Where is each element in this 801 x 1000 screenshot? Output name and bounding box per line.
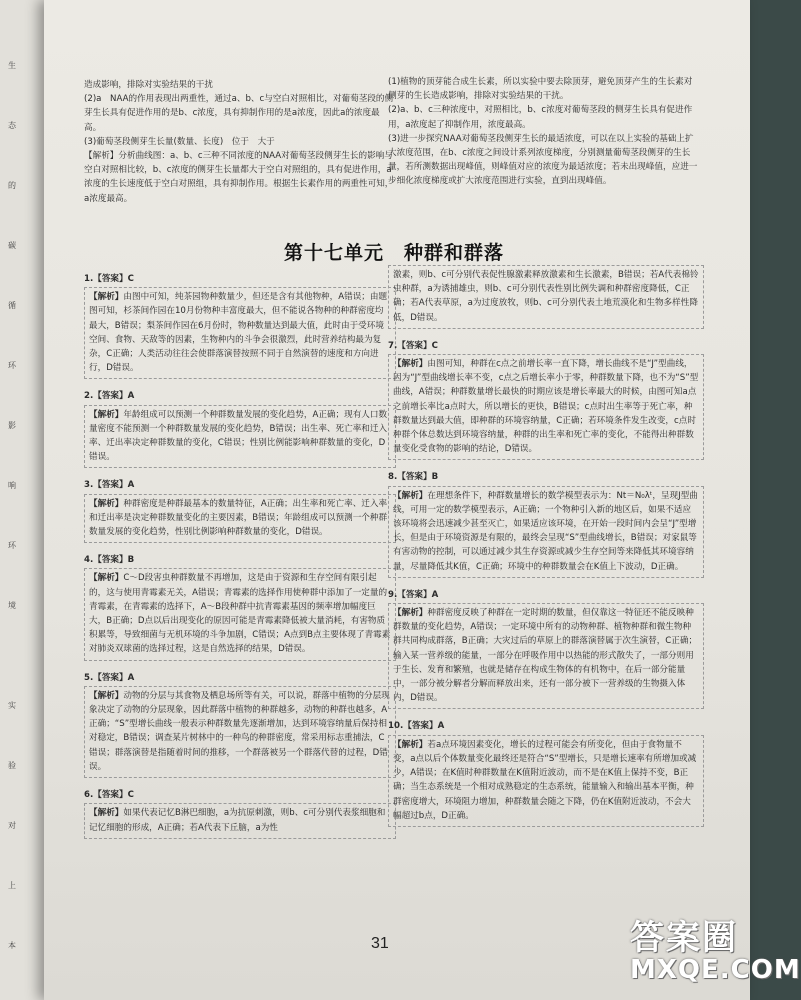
- analysis-box: [388, 735, 704, 827]
- answer-line: 6.【答案】C: [84, 790, 134, 801]
- top-left-block: [84, 78, 394, 206]
- analysis-box: [84, 803, 396, 838]
- right-column: [388, 264, 704, 837]
- analysis-box: [84, 686, 396, 778]
- question-item: [388, 719, 704, 826]
- under-glyph: 实: [8, 701, 16, 710]
- analysis-tag: 【解析】: [393, 359, 428, 370]
- analysis-text: 年龄组成可以预测一个种群数量发展的变化趋势，A正确；现有人口数量密度不能预测一个种群数量发展的变化趋势，B错误；出生率、死亡率和迁入率、迁出率决定种群数量的变化，C错误；性别比例能影响种群数量的变化，D错误。: [89, 409, 388, 463]
- watermark-text-bottom: MXQE.COM: [630, 955, 801, 985]
- analysis-text: 在理想条件下，种群数量增长的数学模型表示为：Nt＝N₀λᵗ，呈现J型曲线，可用一定的数学模型表示，A正确；一个物种引入新的地区后，如果不适应该环境将会迅速减少甚至灭亡，如果适应该环境，在开始一段时间内会呈“J”型增长，但是由于环境资源是有限的，最终会呈现“S”型曲线增长，B错误；对家鼠等有害动物的控制，可以通过减少其生存资源或减少生存空间等来降低其环境容纳量，尽量降低其K值，C正确；环境中的种群数量会在K值上下波动，D正确。: [393, 490, 698, 572]
- question-item-continued: [388, 265, 704, 329]
- unit-title: 第十七单元 种群和群落: [283, 242, 504, 264]
- answer-line: 1.【答案】C: [84, 274, 134, 284]
- under-glyph: 影: [8, 421, 16, 430]
- answer-line: 10.【答案】A: [388, 721, 445, 732]
- answer-line: 9.【答案】A: [388, 589, 439, 600]
- paragraph: 【解析】分析曲线图：a、b、c三种不同浓度的NAA对葡萄茎段侧芽生长的影响与空白对照相比较，b、c浓度的侧芽生长量都大于空白对照组的，具有促进作用，a浓度的生长速度低于空白对照组，具有抑制作用。根据生长素作用的两重性可知，a浓度最高。: [84, 151, 394, 204]
- analysis-text: 若a点环境因素变化，增长的过程可能会有所变化，但由于食物量不变，a点以后个体数量变化最终还是符合“S”型增长，只是增长速率有所增加或减少，A错误；在K值时种群数量在K值附近波动，而不是在K值上保持不变，B正确；当生态系统是一个相对成熟稳定的生态系统，能量输入和输出基本平衡，种群密度增大，环境阻力增加，种群数量会随之下降，仍在K值附近波动，不会大幅超过b点，D正确。: [393, 739, 697, 821]
- analysis-box: [84, 287, 396, 379]
- analysis-text: C～D段害虫种群数量不再增加，这是由于资源和生存空间有限引起的，这与使用青霉素无关，A错误；青霉素的选择作用使种群中添加了一定量的青霉素，在青霉素的选择下，A～B段种群中抗青霉素基因的频率增加幅度巨大，B正确；D点以后出现变化的原因可能是青霉素降低被大量消耗，有害物质积累等，导致细菌与无机环境的斗争加剧，C错误；A点到B点主要体现了青霉素对肺炎双球菌的选择过程，这是自然选择的结果，D错误。: [89, 573, 391, 655]
- answer-line: 3.【答案】A: [84, 480, 135, 491]
- left-column: [84, 272, 396, 849]
- question-item: [84, 389, 396, 468]
- analysis-text: 种群密度是种群最基本的数量特征，A正确；出生率和死亡率、迁入率和迁出率是决定种群数量变化的主要因素，B错误；年龄组成可以预测一个种群数量发展的变化趋势，性别比例影响种群数量的变化，D错误。: [89, 498, 388, 538]
- question-item: [84, 671, 396, 778]
- analysis-tag: 【解析】: [393, 739, 428, 750]
- underlying-page-strip: [0, 0, 44, 1000]
- analysis-tag: 【解析】: [89, 808, 124, 819]
- paragraph: (3)葡萄茎段侧芽生长量(数量、长度) 位于 大于: [84, 136, 275, 147]
- answer-page: [44, 0, 801, 1000]
- analysis-text: 动物的分层与其食物及栖息场所等有关，可以说，群落中植物的分层现象决定了动物的分层现象，因此群落中植物的种群越多，动物的种群也越多，A正确；“S”型增长曲线一般表示种群数量先逐渐增加，达到环境容纳量后保持相对稳定，B错误；调查某片树林中的一种鸟的种群密度，常采用标志重捕法，C错误；群落演替是指随着时间的推移，一个群落被另一个群落代替的过程，D错误。: [89, 690, 390, 772]
- analysis-tag: 【解析】: [393, 490, 428, 501]
- analysis-box: [388, 486, 704, 578]
- under-glyph: 态: [8, 121, 16, 130]
- analysis-tag: 【解析】: [89, 573, 124, 584]
- question-item: [84, 788, 396, 839]
- paragraph: (1)植物的顶芽能合成生长素，所以实验中要去除顶芽，避免顶芽产生的生长素对侧芽的生长造成影响，排除对实验结果的干扰。: [388, 77, 693, 102]
- paragraph: 造成影响，排除对实验结果的干扰: [84, 80, 213, 90]
- under-glyph: 环: [8, 361, 16, 370]
- under-glyph: 循: [8, 301, 16, 310]
- answer-line: 4.【答案】B: [84, 555, 135, 566]
- analysis-tag: 【解析】: [89, 292, 124, 303]
- question-item: [84, 478, 396, 543]
- question-item: [84, 553, 396, 660]
- analysis-box: [388, 354, 704, 460]
- under-glyph: 环: [8, 541, 16, 550]
- under-glyph: 本: [8, 941, 16, 950]
- site-watermark: [630, 910, 801, 996]
- question-item: [388, 339, 704, 461]
- page-number: 31: [371, 935, 389, 952]
- analysis-text: 种群密度反映了种群在一定时期的数量，但仅靠这一特征还不能反映种群数量的变化趋势，A错误；一定环境中所有的动物种群、植物种群和微生物种群共同构成群落，B正确；大灾过后的草原上的群落演替属于次生演替，C正确；输入某一营养级的能量，一部分在呼吸作用中以热能的形式散失了，一部分则用于生长、发育和繁殖，也就是储存在构成生物体的有机物中，在后一部分能量中，一部分被分解者分解而释放出来，还有一部分被下一营养级的生物摄入体内，D错误。: [393, 608, 698, 704]
- under-glyph: 响: [8, 481, 16, 490]
- under-glyph: 验: [8, 761, 16, 770]
- analysis-tag: 【解析】: [89, 409, 124, 420]
- answer-line: 8.【答案】B: [388, 472, 439, 483]
- question-item: [84, 272, 396, 379]
- paragraph: (2)a NAA的作用表现出两重性，通过a、b、c与空白对照相比，对葡萄茎段的侧芽生长具有促进作用的是b、c浓度，具有抑制作用的是a浓度，因此a的浓度最高。: [84, 94, 394, 133]
- answer-line: 5.【答案】A: [84, 672, 135, 683]
- analysis-tag: 【解析】: [89, 690, 124, 701]
- top-right-block: [388, 75, 700, 189]
- watermark-text-top: 答案圈: [630, 918, 738, 958]
- paragraph: (3)进一步探究NAA对葡萄茎段侧芽生长的最适浓度，可以在以上实验的基础上扩大浓度范围，在b、c浓度之间设计系列浓度梯度，分别测量葡萄茎段侧芽的生长量，若所测数据出现峰值，则峰值对应的浓度为最适浓度；若未出现峰值，应进一步细化浓度梯度或扩大浓度范围进行实验，直到出现峰值。: [388, 133, 698, 187]
- paragraph: (2)a、b、c三种浓度中，对照相比，b、c浓度对葡萄茎段的侧芽生长具有促进作用，a浓度起了抑制作用，浓度最高。: [388, 105, 693, 130]
- analysis-text: 如果代表记忆B淋巴细胞，a为抗原刺激，则b、c可分别代表浆细胞和记忆细胞的形成，A正确；若A代表下丘脑，a为性: [89, 808, 386, 833]
- under-glyph: 生: [8, 61, 16, 70]
- under-glyph: 对: [8, 821, 16, 830]
- analysis-text: 由图可知，种群在c点之前增长率一直下降，增长曲线不是“J”型曲线，因为“J”型曲线增长率不变，c点之后增长率小于零，种群数量下降，也不为“S”型曲线，A错误；种群数量增长最快的时期应该是增长率最大的时候，由图可知a点之前增长率比a点时大，所以增长的更快，B错误；c点时出生率等于死亡率，种群数量达到最大值，即种群的环境容纳量，C正确；若环境条件发生改变，c点时种群个体总数达到环境容纳量，种群的出生率和死亡率的变化，不能得出种群数量变化受食物的影响的结论，D错误。: [393, 359, 699, 455]
- analysis-box: [388, 603, 704, 709]
- under-glyph: 碳: [8, 241, 16, 250]
- analysis-tag: 【解析】: [393, 608, 428, 619]
- analysis-box: [84, 568, 396, 660]
- question-item: [388, 588, 704, 710]
- question-item: [388, 470, 704, 577]
- answer-line: 2.【答案】A: [84, 391, 135, 402]
- under-glyph: 上: [8, 881, 16, 890]
- under-glyph: 境: [8, 601, 16, 610]
- answer-line: 7.【答案】C: [388, 340, 438, 351]
- analysis-tag: 【解析】: [89, 498, 124, 509]
- analysis-box: [84, 405, 396, 469]
- analysis-text: 由图中可知，纯茶园物种数量少，但还是含有其他物种，A错误；由题图可知，杉茶间作园在10月份物种丰富度最大，但不能说各物种的种群密度均最大，B错误；梨茶间作园在6月份时，物种数量达到最大值，此时由于受环境空间、食物、天敌等的因素，生物种内的斗争会很激烈，此时营养结构最为复杂，C正确；人类活动往往会使群落演替按照不同于自然演替的速度和方向进行，D错误。: [89, 292, 388, 374]
- analysis-box: [84, 494, 396, 544]
- analysis-box: [388, 265, 704, 329]
- under-glyph: 的: [8, 181, 16, 190]
- analysis-text: 激素，则b、c可分别代表促性腺激素释放激素和生长激素，B错误；若A代表棉铃虫种群，a为诱捕雄虫，则b、c可分别代表性别比例失调和种群密度降低，C正确；若A代表草原，a为过度放牧，则b、c可分别代表土地荒漠化和生物多样性降低，D错误。: [393, 270, 699, 323]
